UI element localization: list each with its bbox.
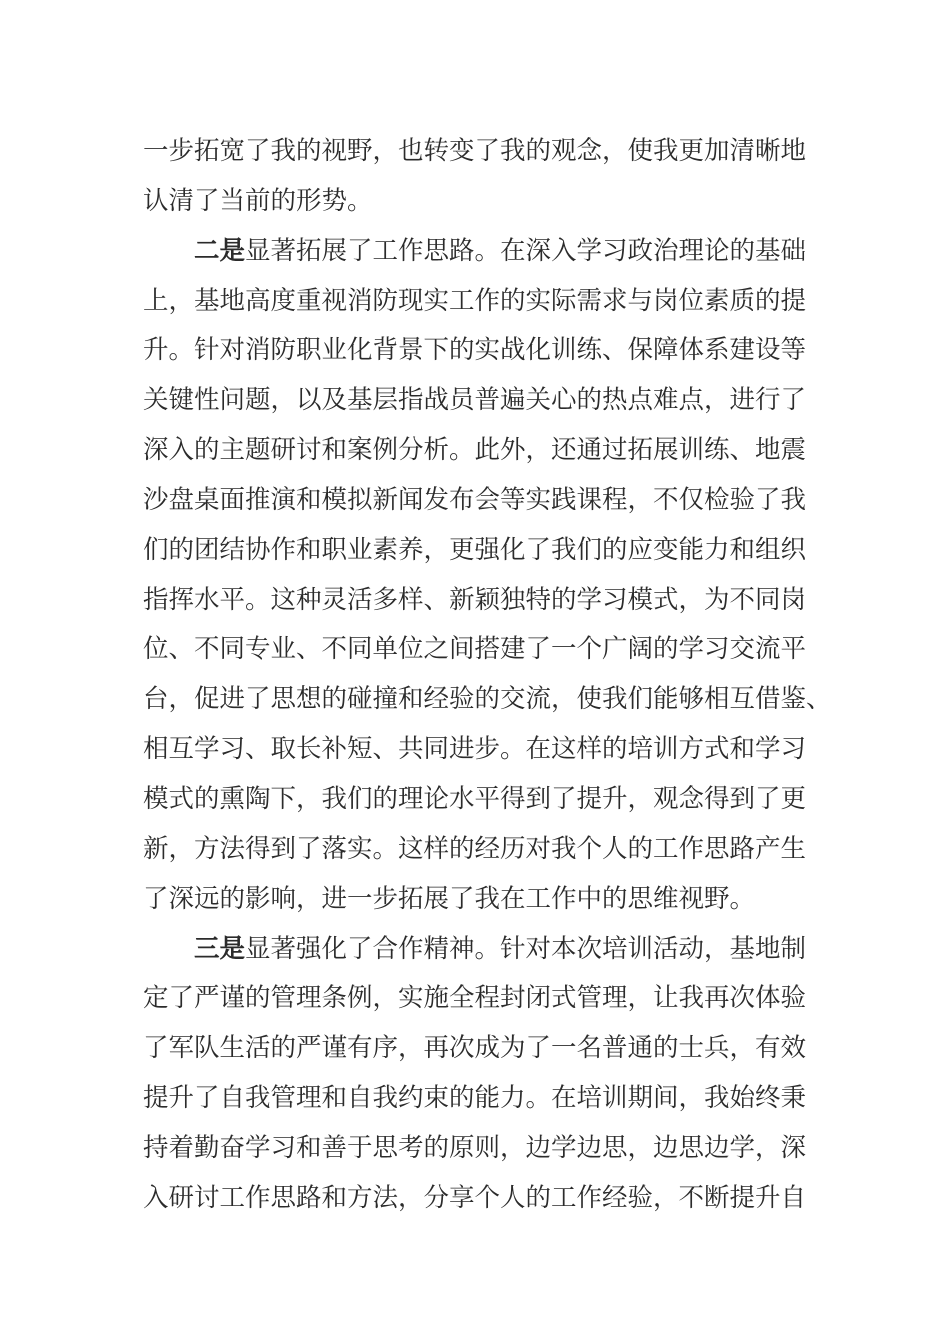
line-text: 深入的主题研讨和案例分析。此外，还通过拓展训练、地震 bbox=[143, 435, 807, 466]
paragraph-lead: 二是 bbox=[194, 235, 246, 266]
line-text: 指挥水平。这种灵活多样、新颖独特的学习模式，为不同岗 bbox=[143, 584, 807, 615]
text-line bbox=[143, 1124, 807, 1174]
line-text: 认清了当前的形势。 bbox=[143, 185, 373, 216]
paragraph-lead: 三是 bbox=[194, 933, 246, 964]
paragraph-p2 bbox=[143, 227, 832, 925]
text-line bbox=[143, 127, 807, 177]
text-line bbox=[143, 725, 807, 775]
text-line bbox=[143, 825, 807, 875]
line-text: 沙盘桌面推演和模拟新闻发布会等实践课程，不仅检验了我 bbox=[143, 484, 807, 515]
text-line bbox=[143, 1174, 807, 1224]
paragraph-p3 bbox=[143, 925, 807, 1224]
line-text: 上，基地高度重视消防现实工作的实际需求与岗位素质的提 bbox=[143, 285, 807, 316]
text-line bbox=[143, 277, 807, 327]
line-text: 显著强化了合作精神。针对本次培训活动，基地制 bbox=[245, 933, 807, 964]
text-line bbox=[143, 974, 807, 1024]
text-line bbox=[143, 576, 807, 626]
line-text: 了深远的影响，进一步拓展了我在工作中的思维视野。 bbox=[143, 883, 756, 914]
line-text: 模式的熏陶下，我们的理论水平得到了提升，观念得到了更 bbox=[143, 783, 807, 814]
line-text: 们的团结协作和职业素养，更强化了我们的应变能力和组织 bbox=[143, 534, 807, 565]
text-line bbox=[143, 177, 803, 227]
line-text: 了军队生活的严谨有序，再次成为了一名普通的士兵，有效 bbox=[143, 1033, 807, 1064]
text-line bbox=[143, 526, 807, 576]
line-text: 新，方法得到了落实。这样的经历对我个人的工作思路产生 bbox=[143, 833, 807, 864]
line-text: 入研讨工作思路和方法，分享个人的工作经验，不断提升自 bbox=[143, 1182, 807, 1213]
text-line bbox=[143, 227, 807, 277]
document-page bbox=[143, 127, 832, 1224]
text-line bbox=[143, 376, 807, 426]
line-text: 提升了自我管理和自我约束的能力。在培训期间，我始终秉 bbox=[143, 1083, 807, 1114]
line-text: 一步拓宽了我的视野，也转变了我的观念，使我更加清晰地 bbox=[143, 136, 807, 166]
text-line bbox=[143, 925, 807, 975]
text-line bbox=[143, 426, 807, 476]
text-line bbox=[143, 625, 807, 675]
text-line bbox=[143, 875, 803, 925]
text-line bbox=[143, 775, 807, 825]
line-text: 定了严谨的管理条例，实施全程封闭式管理，让我再次体验 bbox=[143, 983, 807, 1014]
line-text: 位、不同专业、不同单位之间搭建了一个广阔的学习交流平 bbox=[143, 634, 807, 665]
line-text: 持着勤奋学习和善于思考的原则，边学边思，边思边学，深 bbox=[143, 1132, 807, 1163]
paragraph-p1 bbox=[143, 127, 807, 227]
line-text: 相互学习、取长补短、共同进步。在这样的培训方式和学习 bbox=[143, 734, 807, 765]
line-text: 升。针对消防职业化背景下的实战化训练、保障体系建设等 bbox=[143, 335, 807, 366]
line-text: 关键性问题，以及基层指战员普遍关心的热点难点，进行了 bbox=[143, 385, 807, 416]
line-text: 显著拓展了工作思路。在深入学习政治理论的基础 bbox=[245, 235, 807, 266]
text-line bbox=[143, 476, 807, 526]
text-line bbox=[143, 326, 807, 376]
text-line bbox=[143, 1024, 807, 1074]
text-line bbox=[143, 1074, 807, 1124]
line-text: 台，促进了思想的碰撞和经验的交流，使我们能够相互借鉴、 bbox=[143, 684, 832, 715]
text-line bbox=[143, 675, 832, 725]
